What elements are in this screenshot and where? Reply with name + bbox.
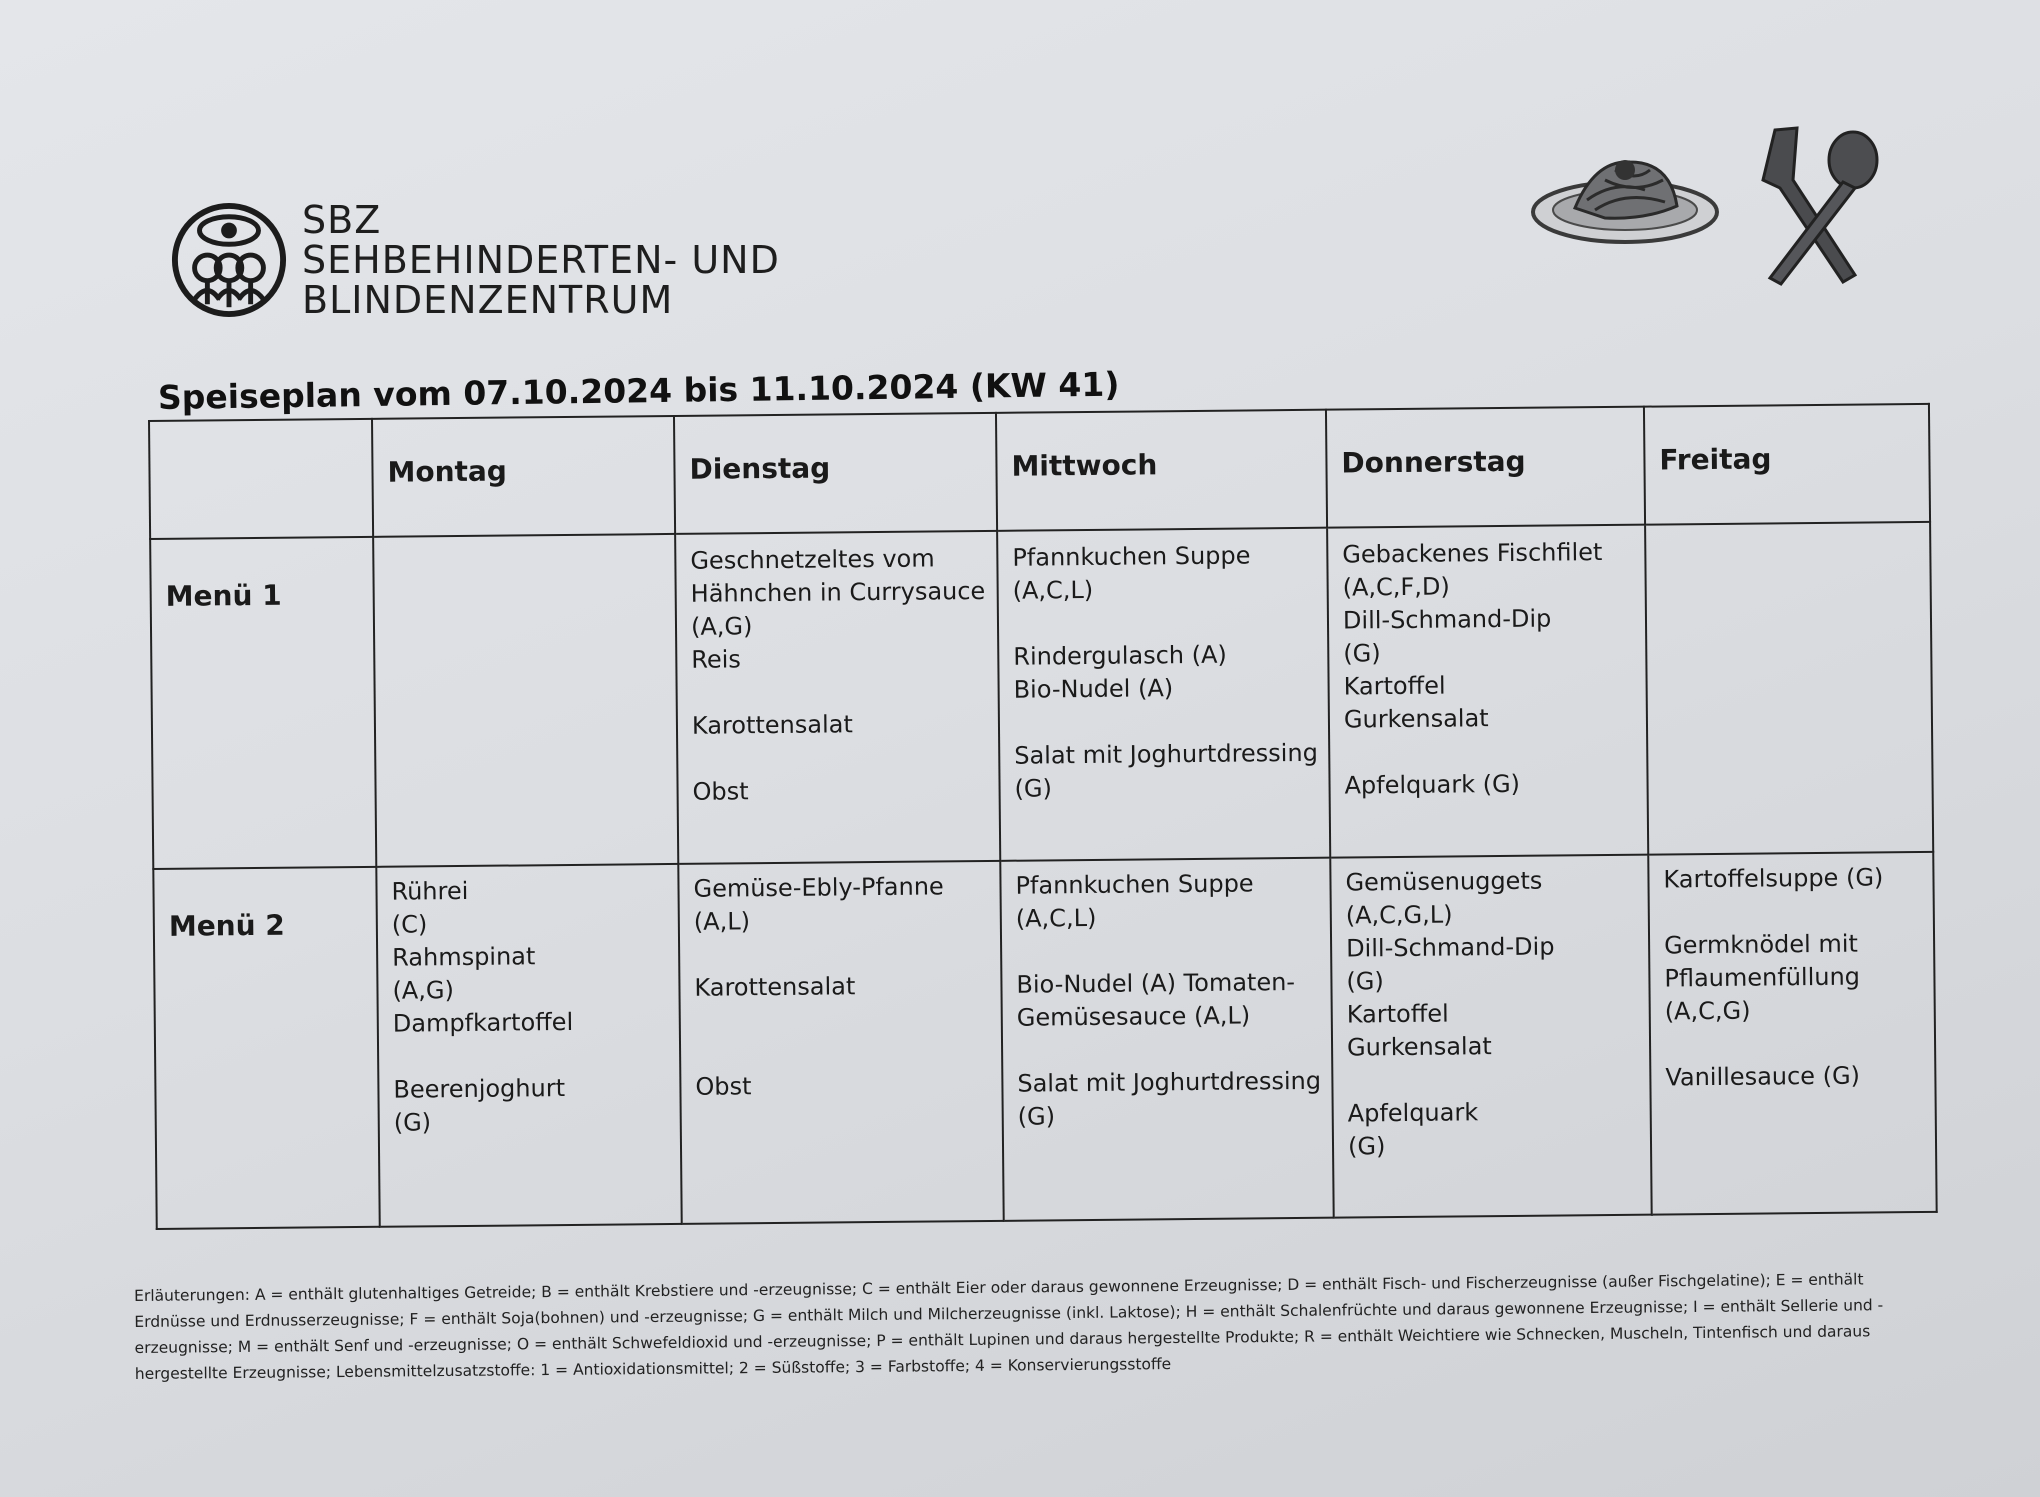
dish-line: Rindergulasch (A) bbox=[1013, 640, 1227, 671]
dish-line: Bio-Nudel (A) Tomaten- bbox=[1016, 968, 1296, 999]
dish-line: (G) bbox=[1343, 639, 1381, 668]
dish-line: Beerenjoghurt bbox=[393, 1074, 566, 1104]
legend-line: erzeugnisse; M = enthält Senf und -erzeugnisse; O = enthält Schwefeldioxid und -erzeugnisse; P = enthält Lupinen und daraus hergestellte Produkte; R = enthält Weichtiere wie Schnecken, Muscheln, Tintenfisch und daraus bbox=[134, 1322, 1871, 1357]
legend-line: Erdnüsse und Erdnusserzeugnisse; F = enthält Soja(bohnen) und -erzeugnisse; G = enthält Milch und Milcherzeugnisse (inkl. Laktose); H = enthält Schalenfrüchte und daraus gewonnene Erzeugnisse; I = enthält Sellerie und - bbox=[134, 1296, 1884, 1331]
crossed-spoon-fork-icon bbox=[1735, 120, 1895, 290]
dish-line: Gemüsenuggets bbox=[1345, 866, 1543, 897]
dish-line: (G) bbox=[1014, 774, 1053, 803]
dish-line: Rahmspinat bbox=[392, 942, 536, 972]
legend-line: hergestellte Erzeugnisse; Lebensmittelzusatzstoffe: 1 = Antioxidationsmittel; 2 = Süßstoffe; 3 = Farbstoffe; 4 = Konservierungsstoffe bbox=[134, 1355, 1172, 1383]
dish-line bbox=[1016, 933, 1316, 969]
organization-name-line2: BLINDENZENTRUM bbox=[302, 278, 674, 322]
dish-line: Gurkensalat bbox=[1343, 704, 1489, 734]
dish-line bbox=[694, 936, 986, 972]
dish-line: Pfannkuchen Suppe bbox=[1015, 869, 1254, 900]
table-row bbox=[150, 522, 1933, 869]
dish-line bbox=[1013, 605, 1313, 641]
dish-line: (G) bbox=[1017, 1102, 1056, 1131]
dish-line: Gemüsesauce (A,L) bbox=[1016, 1001, 1251, 1032]
organization-short-name: SBZ bbox=[302, 198, 382, 242]
spaghetti-plate-icon bbox=[1525, 140, 1725, 250]
dish-line: Gebackenes Fischfilet bbox=[1342, 538, 1603, 569]
dish-line: (G) bbox=[1346, 967, 1384, 996]
dish-line: Reis bbox=[691, 645, 742, 674]
dish-line: (A,C,F,D) bbox=[1342, 572, 1450, 602]
header-day: Dienstag bbox=[674, 413, 997, 534]
plan-title: Speiseplan vom 07.10.2024 bis 11.10.2024 (KW 41) bbox=[157, 364, 1120, 417]
dish-line: (G) bbox=[393, 1108, 432, 1137]
dish-line bbox=[1664, 894, 1919, 929]
dish-line bbox=[1017, 1032, 1317, 1068]
menu-table bbox=[148, 403, 1938, 1230]
dish-line: Vanillesauce (G) bbox=[1665, 1061, 1861, 1092]
table-header-row bbox=[149, 404, 1930, 539]
dish-line bbox=[1347, 1062, 1635, 1098]
dish-line: Dampfkartoffel bbox=[392, 1007, 574, 1038]
menu-cell bbox=[1330, 855, 1651, 1218]
menu-cell bbox=[376, 864, 681, 1227]
table-row bbox=[153, 852, 1936, 1229]
menu-cell bbox=[373, 534, 678, 867]
dish-line: (G) bbox=[1347, 1132, 1386, 1161]
dish-line: Obst bbox=[695, 1072, 752, 1101]
dish-line: (A,C,G) bbox=[1664, 996, 1751, 1026]
dish-line: Gemüse-Ebly-Pfanne bbox=[693, 872, 944, 903]
dish-line: Germknödel mit bbox=[1663, 929, 1858, 960]
dish-line: (C) bbox=[391, 910, 428, 939]
dish-line: Pflaumenfüllung bbox=[1664, 962, 1861, 993]
dish-line: (A,C,G,L) bbox=[1345, 900, 1453, 930]
dish-line: Rührei bbox=[391, 876, 469, 906]
dish-line: Salat mit Joghurtdressing bbox=[1017, 1066, 1322, 1098]
dish-line: Kartoffelsuppe (G) bbox=[1663, 863, 1884, 894]
dish-line: Pfannkuchen Suppe bbox=[1012, 541, 1251, 572]
menu-label: Menü 2 bbox=[153, 867, 379, 1229]
dish-line: Apfelquark bbox=[1347, 1098, 1479, 1128]
organization-name bbox=[302, 200, 780, 320]
dish-line: Geschnetzeltes vom bbox=[690, 544, 935, 575]
dish-line: Bio-Nudel (A) bbox=[1013, 674, 1174, 704]
dish-line: Gurkensalat bbox=[1346, 1032, 1492, 1062]
dish-line: Obst bbox=[692, 777, 749, 806]
dish-line bbox=[691, 674, 983, 710]
dish-line bbox=[695, 1035, 987, 1071]
menu-cell bbox=[1000, 858, 1333, 1221]
dish-line: Apfelquark (G) bbox=[1344, 769, 1521, 800]
dish-line bbox=[1014, 704, 1314, 740]
header-day: Donnerstag bbox=[1326, 407, 1645, 528]
dish-line: Dill-Schmand-Dip bbox=[1345, 932, 1555, 963]
sbz-eye-logo-icon bbox=[170, 201, 288, 319]
dish-line: Salat mit Joghurtdressing bbox=[1014, 738, 1318, 770]
dish-line: (A,C,L) bbox=[1015, 903, 1097, 933]
dish-line bbox=[1665, 1026, 1920, 1061]
dish-line: Kartoffel bbox=[1346, 999, 1449, 1029]
header-day: Montag bbox=[372, 416, 675, 537]
header-corner bbox=[149, 419, 373, 539]
menu-cell bbox=[1648, 852, 1936, 1215]
dish-line bbox=[1344, 734, 1632, 770]
header-day: Freitag bbox=[1644, 404, 1930, 525]
dish-line bbox=[695, 1002, 987, 1038]
dish-line: (A,G) bbox=[392, 976, 454, 1005]
menu-cell bbox=[678, 861, 1003, 1224]
menu-cell bbox=[997, 528, 1330, 861]
organization-name-line1: SEHBEHINDERTEN- UND bbox=[302, 238, 780, 282]
dish-line bbox=[692, 740, 984, 776]
dish-line: (A,C,L) bbox=[1012, 575, 1094, 605]
dish-line: (A,G) bbox=[690, 612, 753, 641]
dish-line: Hähnchen in Currysauce bbox=[690, 576, 986, 608]
allergen-legend bbox=[134, 1265, 1965, 1387]
organization-logo bbox=[170, 200, 780, 320]
menu-label: Menü 1 bbox=[150, 537, 376, 869]
menu-cell bbox=[1645, 522, 1933, 855]
dish-line: (A,L) bbox=[693, 907, 751, 936]
dish-line: Dill-Schmand-Dip bbox=[1342, 604, 1552, 635]
dish-line: Kartoffel bbox=[1343, 671, 1446, 701]
legend-line: Erläuterungen: A = enthält glutenhaltiges Getreide; B = enthält Krebstiere und -erzeugnisse; C = enthält Eier oder daraus gewonnene Erzeugnisse; D = enthält Fisch- und Fischerzeugnisse (außer Fischgelatine); E = enthält bbox=[134, 1270, 1864, 1305]
dish-line bbox=[393, 1038, 665, 1074]
menu-cell bbox=[1327, 525, 1648, 858]
menu-cell bbox=[675, 531, 1000, 864]
dish-line: Karottensalat bbox=[691, 710, 853, 740]
header-day: Mittwoch bbox=[996, 410, 1327, 531]
dish-line: Karottensalat bbox=[694, 972, 856, 1002]
